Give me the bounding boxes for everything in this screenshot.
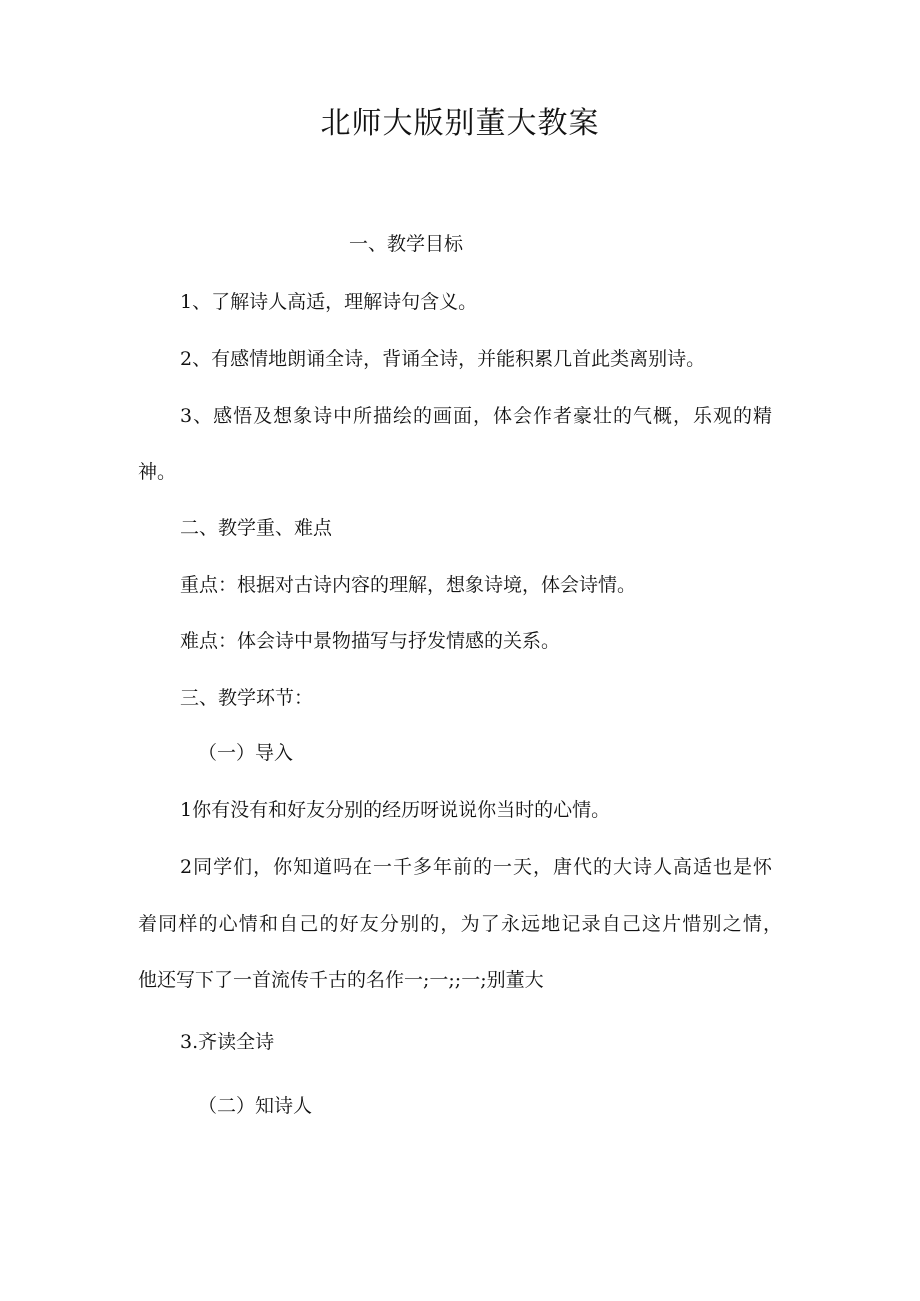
key-point: 重点：根据对古诗内容的理解，想象诗境，体会诗情。 [180,574,637,596]
goal-item-1: 1、了解诗人高适，理解诗句含义。 [180,291,478,313]
intro-item-2-line-1: 2同学们，你知道吗在一千多年前的一天，唐代的大诗人高适也是怀 [180,856,772,878]
goal-item-3-line-2: 神。 [138,461,177,483]
section-heading-teaching-goals: 一、教学目标 [349,233,464,255]
intro-item-2-line-3: 他还写下了一首流传千古的名作一;一;;一;别董大 [138,969,544,991]
difficult-point: 难点：体会诗中景物描写与抒发情感的关系。 [180,630,561,652]
intro-item-2-line-2: 着同样的心情和自己的好友分别的，为了永远地记录自己这片惜别之情， [138,913,782,935]
document-title: 北师大版别董大教案 [320,106,600,141]
intro-item-3: 3.齐读全诗 [180,1031,275,1053]
section-heading-teaching-steps: 三、教学环节： [180,687,314,709]
section-heading-key-difficult: 二、教学重、难点 [180,517,333,539]
subsection-heading-introduction: （一）导入 [198,742,294,764]
goal-item-2: 2、有感情地朗诵全诗，背诵全诗，并能积累几首此类离别诗。 [180,348,706,370]
goal-item-3-line-1: 3、感悟及想象诗中所描绘的画面，体会作者豪壮的气概，乐观的精 [180,405,772,427]
intro-item-1: 1你有没有和好友分别的经历呀说说你当时的心情。 [180,799,611,821]
subsection-heading-know-poet: （二）知诗人 [198,1095,313,1117]
